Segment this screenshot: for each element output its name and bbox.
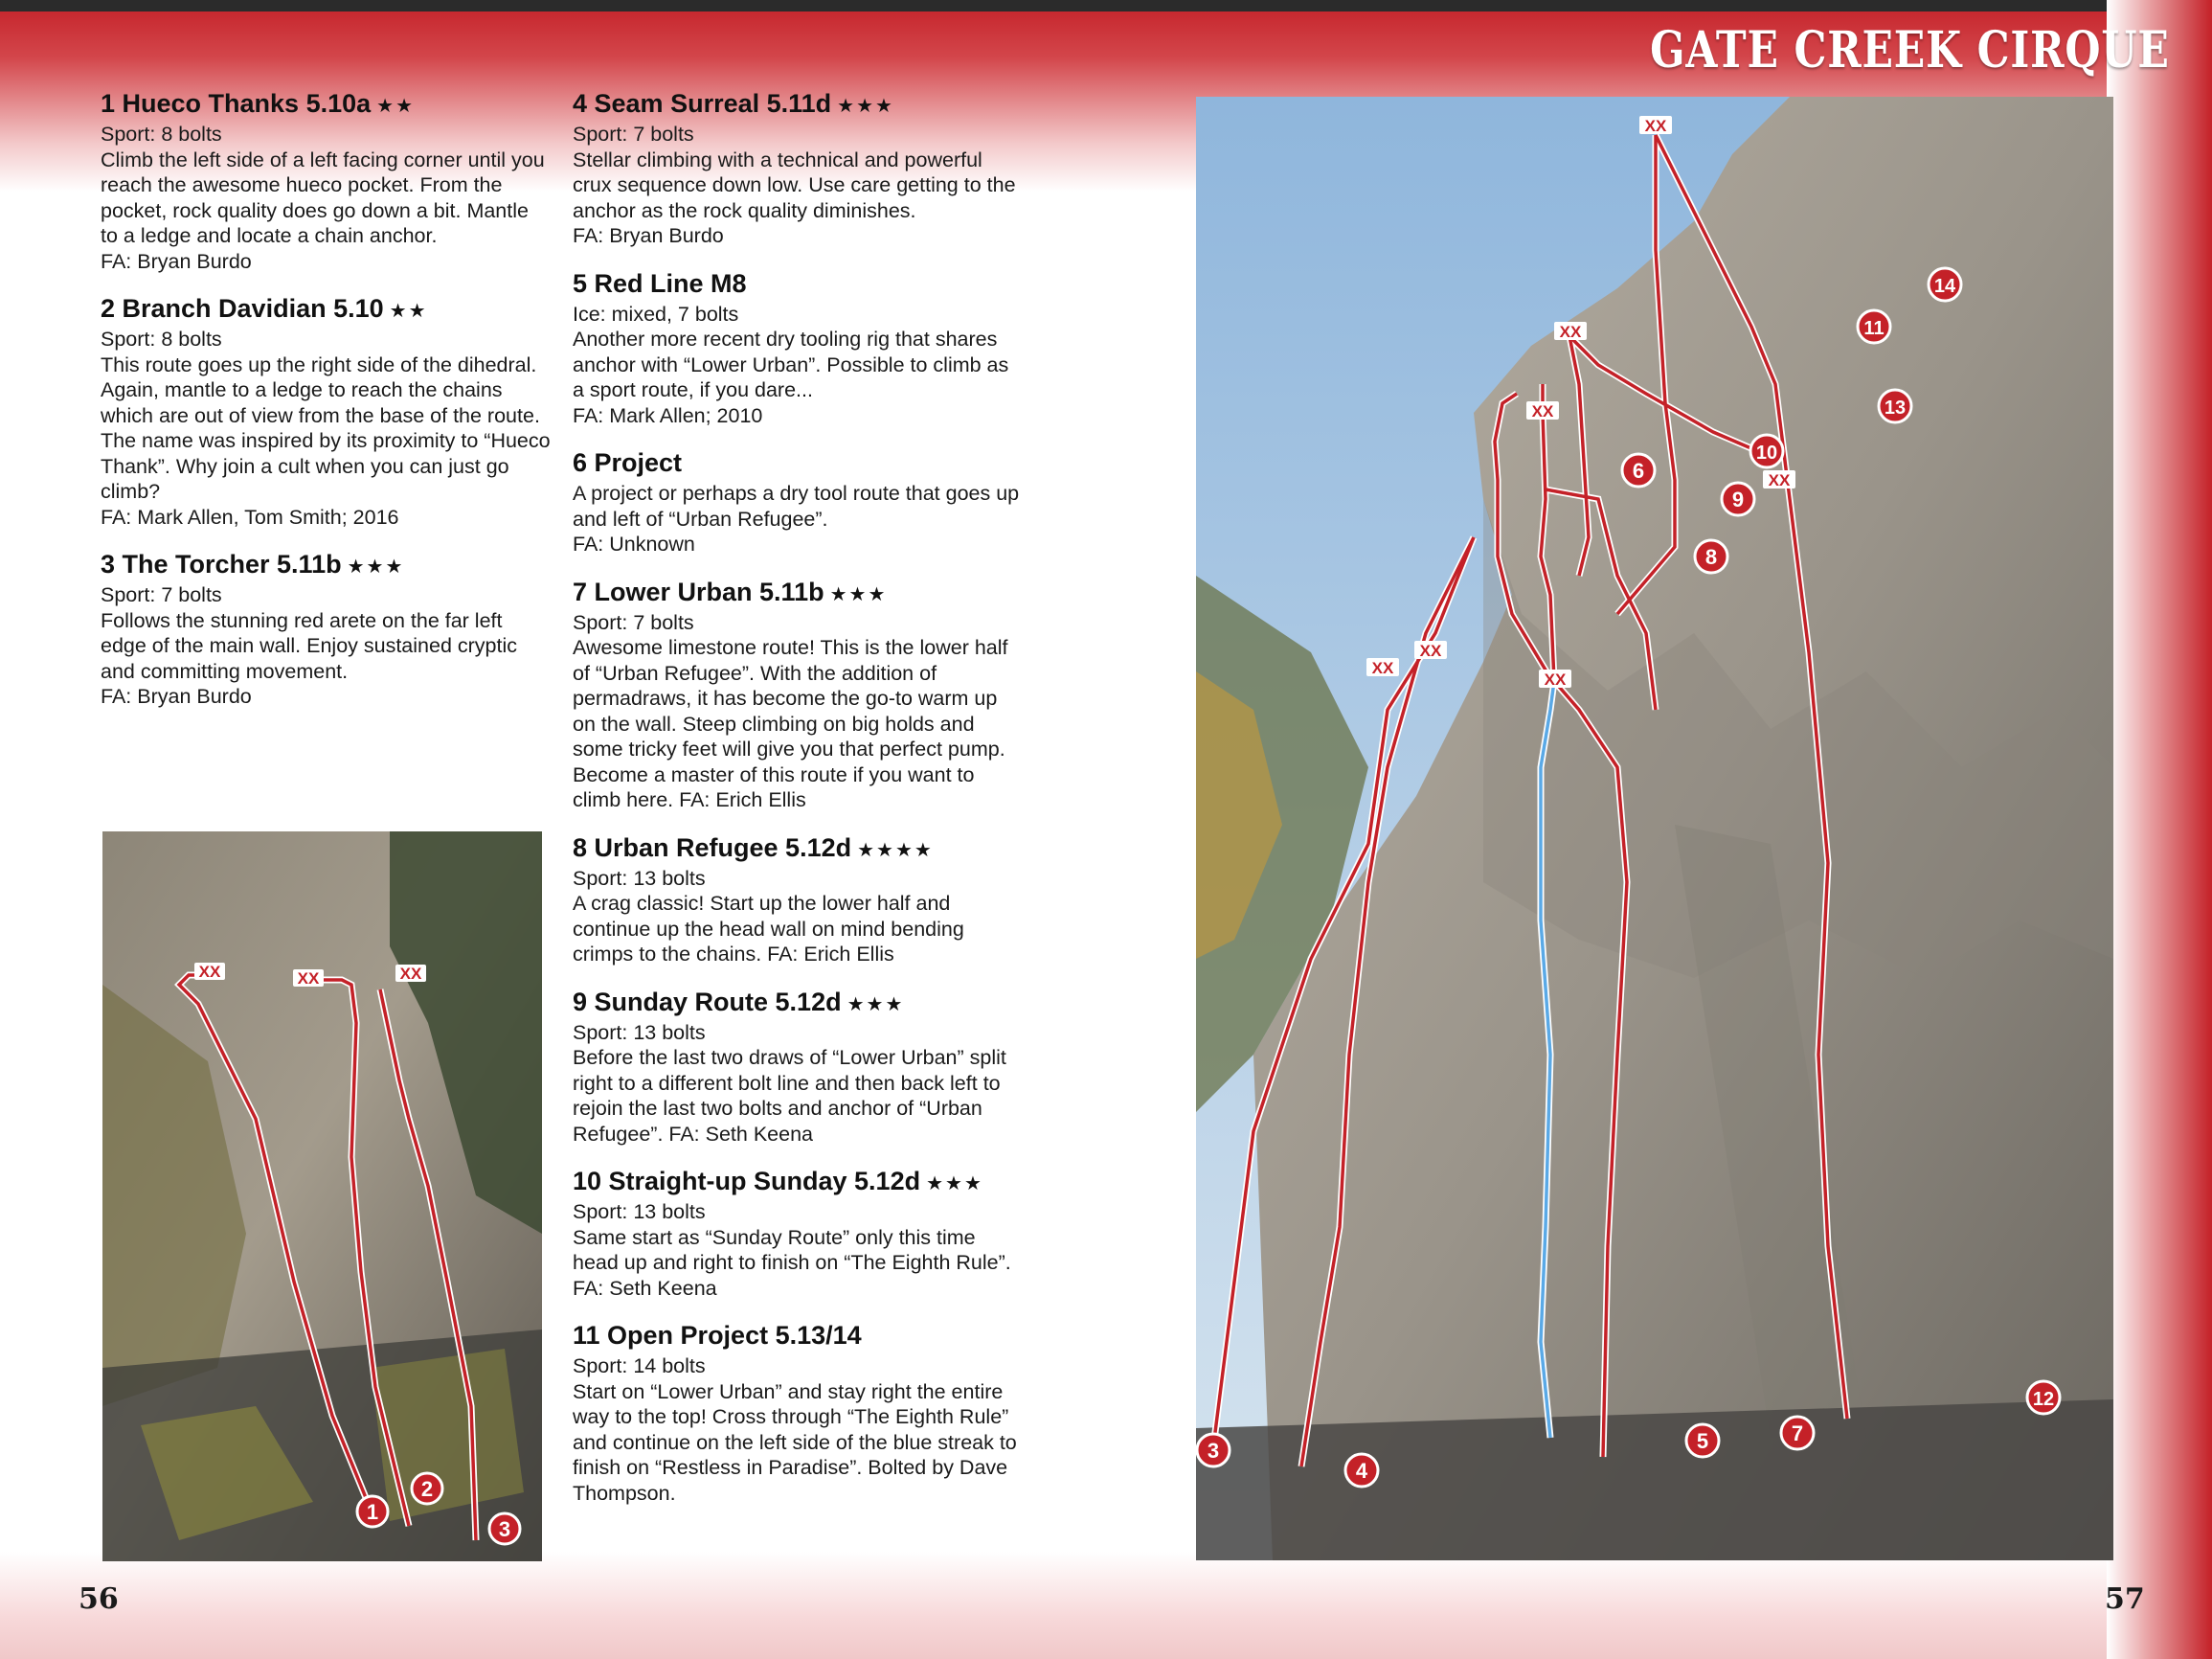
route-description: Start on “Lower Urban” and stay right the entire way to the top! Cross through “The Eighth Rule” and continue on the left side of the blue streak to finish on “Restless in Paradise”. Bolted by Dave Thompson. [573,1379,1017,1505]
page-number-left: 56 [79,1582,119,1616]
route-marker [1750,435,1783,467]
route-heading: 8 Urban Refugee 5.12d ★★★★ [573,832,934,862]
route-heading: 2 Branch Davidian 5.10 ★★ [101,294,428,323]
topo-photo-main-wall [1196,97,2113,1560]
route-fa: FA: Bryan Burdo [101,685,252,708]
route-entry [101,88,551,274]
star-rating: ★★★ [347,557,405,578]
route-type: Sport: 7 bolts [573,610,694,634]
route-description: This route goes up the right side of the dihedral. Again, mantle to a ledge to reach the chains which are out of view from the base of the route. The name was inspired by its proximity to “Hueco Thank”. Why join a cult when you can just go climb? [101,352,551,503]
anchor-marker [1366,658,1399,677]
route-description: Awesome limestone route! This is the lower half of “Urban Refugee”. With the addition of permadraws, it has become the go-to warm up on the wall. Steep climbing on big holds and some tricky feet will give you that perfect pump. Become a master of this route if you want to climb here. FA: Erich Ellis [573,636,1008,811]
route-entry [573,1320,1023,1506]
route-heading: 1 Hueco Thanks 5.10a ★★ [101,89,415,118]
svg-text:2: 2 [420,1477,434,1501]
route-type: Sport: 8 bolts [101,328,222,351]
route-marker [1722,483,1754,515]
route-column-1 [101,88,551,729]
route-entry [573,832,1023,967]
anchor-marker [194,963,225,981]
route-type: Sport: 7 bolts [573,123,694,146]
route-heading: 3 The Torcher 5.11b ★★★ [101,550,405,579]
route-marker [2027,1381,2060,1414]
svg-text:XX: XX [1768,471,1791,489]
route-heading: 11 Open Project 5.13/14 [573,1321,862,1350]
route-marker [1781,1417,1814,1449]
svg-text:1: 1 [366,1500,379,1524]
svg-text:XX: XX [1644,117,1667,135]
anchor-marker [1414,641,1447,660]
section-title: GATE CREEK CIRQUE [1650,21,2170,80]
anchor-marker [1539,670,1571,689]
route-marker [1622,454,1655,487]
svg-text:XX: XX [1371,659,1394,677]
route-marker [1197,1434,1230,1466]
route-entry [573,1166,1023,1301]
route-type: Sport: 14 bolts [573,1354,706,1377]
svg-text:10: 10 [1755,443,1778,464]
route-description: Climb the left side of a left facing corner until you reach the awesome hueco pocket. From the pocket, rock quality does go down a bit. Mantle to a ledge and locate a chain anchor. [101,148,545,247]
route-heading: 5 Red Line M8 [573,268,747,298]
anchor-marker [1763,470,1795,489]
route-marker [1695,540,1727,573]
route-type: Sport: 8 bolts [101,123,222,146]
route-fa: FA: Unknown [573,533,695,556]
star-rating: ★★ [389,301,428,322]
svg-text:XX: XX [297,969,320,988]
svg-text:8: 8 [1704,545,1718,569]
route-type: Sport: 13 bolts [573,866,706,890]
route-entry [573,268,1023,429]
topo-photo-small [102,831,542,1561]
route-heading: 10 Straight-up Sunday 5.12d ★★★ [573,1167,983,1195]
route-marker [1686,1424,1719,1457]
svg-text:11: 11 [1863,318,1885,339]
svg-text:14: 14 [1933,276,1956,297]
star-rating: ★★★★ [857,839,934,861]
route-description: A crag classic! Start up the lower half and continue up the head wall on mind bending crimps to the chains. FA: Erich Ellis [573,892,964,966]
svg-text:5: 5 [1696,1429,1709,1453]
route-type: Sport: 13 bolts [573,1200,706,1223]
route-marker [357,1496,388,1527]
svg-text:XX: XX [399,965,422,983]
route-entry [573,577,1023,813]
svg-text:9: 9 [1731,488,1745,511]
route-description: Same start as “Sunday Route” only this time head up and right to finish on “The Eighth Rule”. FA: Seth Keena [573,1225,1011,1300]
yellow-foliage [371,1349,524,1521]
svg-text:6: 6 [1632,459,1645,483]
route-heading: 6 Project [573,448,683,477]
route-entry [573,447,1023,557]
svg-text:13: 13 [1884,398,1907,419]
route-entry [573,88,1023,249]
route-heading: 4 Seam Surreal 5.11d ★★★ [573,89,894,118]
svg-text:XX: XX [1531,402,1554,420]
route-fa: FA: Bryan Burdo [573,224,724,247]
svg-text:4: 4 [1355,1459,1368,1483]
route-description: Another more recent dry tooling rig that shares anchor with “Lower Urban”. Possible to climb as a sport route, if you dare... [573,328,1009,401]
route-description: Follows the stunning red arete on the far left edge of the main wall. Enjoy sustained cryptic and committing movement. [101,608,518,683]
route-marker [412,1473,442,1504]
route-type: Sport: 13 bolts [573,1020,706,1044]
route-fa: FA: Mark Allen; 2010 [573,403,763,427]
anchor-marker [293,969,324,988]
star-rating: ★★★ [846,993,905,1015]
anchor-marker [1554,322,1587,341]
route-marker [1879,390,1911,422]
route-type: Sport: 7 bolts [101,583,222,606]
page-number-right: 57 [2105,1582,2145,1616]
svg-text:XX: XX [198,963,221,981]
route-entry [573,987,1023,1148]
route-description: Stellar climbing with a technical and powerful crux sequence down low. Use care getting to the anchor as the rock quality diminishes. [573,148,1016,222]
route-heading: 7 Lower Urban 5.11b ★★★ [573,577,888,606]
route-heading: 9 Sunday Route 5.12d ★★★ [573,987,905,1016]
star-rating: ★★ [376,96,415,117]
route-marker [1345,1454,1378,1487]
topo-photo-main-graphic [1196,97,2113,1560]
anchor-marker [1526,401,1559,420]
route-description: A project or perhaps a dry tool route that goes up and left of “Urban Refugee”. [573,482,1020,531]
route-marker [1929,268,1961,301]
route-description: Before the last two draws of “Lower Urban” split right to a different bolt line and then back left to rejoin the last two bolts and anchor of “Urban Refugee”. FA: Seth Keena [573,1046,1006,1146]
topo-photo-small-graphic [102,831,542,1561]
route-entry [101,293,551,530]
route-fa: FA: Bryan Burdo [101,249,252,273]
route-fa: FA: Mark Allen, Tom Smith; 2016 [101,505,399,529]
star-rating: ★★★ [829,583,888,605]
anchor-marker [395,965,426,983]
svg-text:3: 3 [498,1517,511,1541]
svg-text:XX: XX [1559,323,1582,341]
route-marker [1858,310,1890,343]
route-type: Ice: mixed, 7 bolts [573,302,739,326]
route-entry [101,549,551,710]
svg-text:3: 3 [1207,1439,1220,1463]
star-rating: ★★★ [837,96,894,117]
route-marker [489,1513,520,1544]
star-rating: ★★★ [926,1173,983,1194]
anchor-marker [1639,116,1672,135]
route-column-2 [573,88,1023,1525]
svg-text:XX: XX [1419,642,1442,660]
svg-text:12: 12 [2032,1389,2055,1410]
svg-text:7: 7 [1791,1421,1804,1445]
svg-text:XX: XX [1544,670,1567,689]
